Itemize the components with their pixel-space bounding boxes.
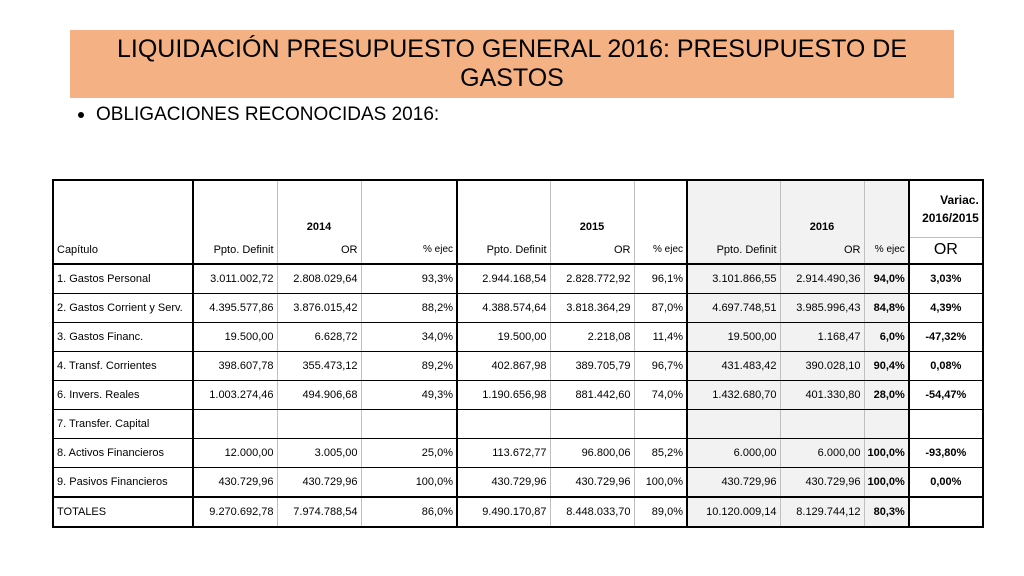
pct-2015-cell: 96,7% — [634, 351, 687, 380]
or-2014-cell: 3.876.015,42 — [277, 293, 361, 322]
ppto-2016-cell: 430.729,96 — [687, 467, 780, 497]
pct-2014-cell: 25,0% — [361, 438, 457, 467]
row-label: 9. Pasivos Financieros — [53, 467, 193, 497]
variation-or-header: OR — [909, 237, 983, 264]
or-2014-header: OR — [277, 237, 361, 264]
pct-2016-cell: 94,0% — [864, 264, 909, 294]
ppto-2015-cell: 2.944.168,54 — [457, 264, 550, 294]
or-2015-cell: 3.818.364,29 — [550, 293, 634, 322]
pct-2014-cell: 88,2% — [361, 293, 457, 322]
or-2016-cell: 1.168,47 — [780, 322, 864, 351]
ppto-2016-cell: 431.483,42 — [687, 351, 780, 380]
or-2014-cell: 3.005,00 — [277, 438, 361, 467]
ppto-2016-cell: 1.432.680,70 — [687, 380, 780, 409]
pct-2016-cell: 84,8% — [864, 293, 909, 322]
table-row — [53, 438, 983, 467]
table-row — [53, 264, 983, 294]
slide-title: LIQUIDACIÓN PRESUPUESTO GENERAL 2016: PRESUPUESTO DE GASTOS — [116, 35, 908, 92]
row-label: 6. Invers. Reales — [53, 380, 193, 409]
or-2016-header: OR — [780, 237, 864, 264]
or-2016-cell — [780, 409, 864, 438]
year-2015-header: 2015 — [550, 180, 634, 237]
pct-2016-cell: 100,0% — [864, 438, 909, 467]
ppto-2015-cell: 113.672,77 — [457, 438, 550, 467]
slide-title-band — [70, 30, 954, 98]
pct-2015-cell: 11,4% — [634, 322, 687, 351]
ppto-2016-cell: 10.120.009,14 — [687, 497, 780, 527]
or-2016-cell: 401.330,80 — [780, 380, 864, 409]
pct-2014-cell: 34,0% — [361, 322, 457, 351]
or-2015-cell: 2.828.772,92 — [550, 264, 634, 294]
ppto-2014-cell: 12.000,00 — [193, 438, 277, 467]
or-2016-cell: 3.985.996,43 — [780, 293, 864, 322]
or-2016-cell: 430.729,96 — [780, 467, 864, 497]
bullet-item — [78, 104, 439, 126]
ppto-2016-cell: 3.101.866,55 — [687, 264, 780, 294]
ppto-2014-cell: 398.607,78 — [193, 351, 277, 380]
pct-2015-cell: 100,0% — [634, 467, 687, 497]
ppto-2015-cell: 430.729,96 — [457, 467, 550, 497]
pct-2016-cell: 28,0% — [864, 380, 909, 409]
budget-table — [52, 179, 984, 528]
or-2015-cell: 881.442,60 — [550, 380, 634, 409]
or-2016-cell: 2.914.490,36 — [780, 264, 864, 294]
pct-2015-cell: 85,2% — [634, 438, 687, 467]
variation-cell — [909, 409, 983, 438]
ppto-2014-cell: 4.395.577,86 — [193, 293, 277, 322]
chapter-header: Capítulo — [53, 237, 193, 264]
variation-cell — [909, 497, 983, 527]
header-blank — [193, 180, 277, 237]
pct-2015-cell: 96,1% — [634, 264, 687, 294]
or-2014-cell — [277, 409, 361, 438]
variation-cell: -54,47% — [909, 380, 983, 409]
pct-2016-cell: 100,0% — [864, 467, 909, 497]
header-blank — [361, 180, 457, 237]
or-2015-cell — [550, 409, 634, 438]
or-2015-cell: 96.800,06 — [550, 438, 634, 467]
year-2016-header: 2016 — [780, 180, 864, 237]
or-2014-cell: 355.473,12 — [277, 351, 361, 380]
pct-2016-cell: 6,0% — [864, 322, 909, 351]
ppto-2015-cell: 9.490.170,87 — [457, 497, 550, 527]
table-row — [53, 409, 983, 438]
totals-row — [53, 497, 983, 527]
table-row — [53, 467, 983, 497]
ppto-2015-cell: 4.388.574,64 — [457, 293, 550, 322]
pct-2016-cell — [864, 409, 909, 438]
year-header-row — [53, 180, 983, 237]
pct-2015-cell: 74,0% — [634, 380, 687, 409]
or-2014-cell: 2.808.029,64 — [277, 264, 361, 294]
pct-2014-cell: 86,0% — [361, 497, 457, 527]
or-2014-cell: 430.729,96 — [277, 467, 361, 497]
or-2015-cell: 8.448.033,70 — [550, 497, 634, 527]
row-label: 7. Transfer. Capital — [53, 409, 193, 438]
column-header-row — [53, 237, 983, 264]
ppto-2014-cell — [193, 409, 277, 438]
header-blank — [687, 180, 780, 237]
header-blank — [864, 180, 909, 237]
pct-2014-cell: 89,2% — [361, 351, 457, 380]
or-2016-cell: 8.129.744,12 — [780, 497, 864, 527]
or-2015-cell: 2.218,08 — [550, 322, 634, 351]
header-blank — [53, 180, 193, 237]
row-label: 8. Activos Financieros — [53, 438, 193, 467]
variation-cell: -93,80% — [909, 438, 983, 467]
variation-header-line1: Variac. — [940, 192, 979, 207]
ppto-2014-header: Ppto. Definit — [193, 237, 277, 264]
or-2014-cell: 6.628,72 — [277, 322, 361, 351]
ppto-2014-cell: 1.003.274,46 — [193, 380, 277, 409]
variation-header-line2: 2016/2015 — [922, 210, 979, 225]
pct-2014-cell: 93,3% — [361, 264, 457, 294]
row-label: 1. Gastos Personal — [53, 264, 193, 294]
pct-2016-cell: 80,3% — [864, 497, 909, 527]
ppto-2016-cell — [687, 409, 780, 438]
variation-cell: 4,39% — [909, 293, 983, 322]
ppto-2016-cell: 4.697.748,51 — [687, 293, 780, 322]
or-2015-cell: 389.705,79 — [550, 351, 634, 380]
row-label: TOTALES — [53, 497, 193, 527]
or-2016-cell: 6.000,00 — [780, 438, 864, 467]
pct-2015-header: % ejec — [634, 237, 687, 264]
header-blank — [634, 180, 687, 237]
header-blank — [457, 180, 550, 237]
variation-cell: 0,08% — [909, 351, 983, 380]
ppto-2014-cell: 430.729,96 — [193, 467, 277, 497]
ppto-2015-cell: 402.867,98 — [457, 351, 550, 380]
or-2014-cell: 7.974.788,54 — [277, 497, 361, 527]
or-2014-cell: 494.906,68 — [277, 380, 361, 409]
bullet-dot-icon — [78, 112, 84, 118]
table-row — [53, 322, 983, 351]
ppto-2014-cell: 3.011.002,72 — [193, 264, 277, 294]
ppto-2014-cell: 19.500,00 — [193, 322, 277, 351]
table-row — [53, 380, 983, 409]
row-label: 3. Gastos Financ. — [53, 322, 193, 351]
pct-2014-cell: 49,3% — [361, 380, 457, 409]
or-2016-cell: 390.028,10 — [780, 351, 864, 380]
ppto-2015-header: Ppto. Definit — [457, 237, 550, 264]
table-row — [53, 351, 983, 380]
pct-2014-cell: 100,0% — [361, 467, 457, 497]
row-label: 2. Gastos Corrient y Serv. — [53, 293, 193, 322]
ppto-2016-cell: 6.000,00 — [687, 438, 780, 467]
pct-2016-header: % ejec — [864, 237, 909, 264]
year-2014-header: 2014 — [277, 180, 361, 237]
variation-cell: 0,00% — [909, 467, 983, 497]
table-row — [53, 293, 983, 322]
pct-2014-cell — [361, 409, 457, 438]
variation-cell: 3,03% — [909, 264, 983, 294]
or-2015-cell: 430.729,96 — [550, 467, 634, 497]
ppto-2015-cell: 19.500,00 — [457, 322, 550, 351]
variation-cell: -47,32% — [909, 322, 983, 351]
pct-2015-cell: 89,0% — [634, 497, 687, 527]
variation-header — [909, 180, 983, 237]
ppto-2016-header: Ppto. Definit — [687, 237, 780, 264]
ppto-2014-cell: 9.270.692,78 — [193, 497, 277, 527]
pct-2014-header: % ejec — [361, 237, 457, 264]
or-2015-header: OR — [550, 237, 634, 264]
ppto-2016-cell: 19.500,00 — [687, 322, 780, 351]
ppto-2015-cell — [457, 409, 550, 438]
pct-2015-cell: 87,0% — [634, 293, 687, 322]
bullet-text: OBLIGACIONES RECONOCIDAS 2016: — [96, 104, 440, 125]
row-label: 4. Transf. Corrientes — [53, 351, 193, 380]
pct-2015-cell — [634, 409, 687, 438]
pct-2016-cell: 90,4% — [864, 351, 909, 380]
ppto-2015-cell: 1.190.656,98 — [457, 380, 550, 409]
